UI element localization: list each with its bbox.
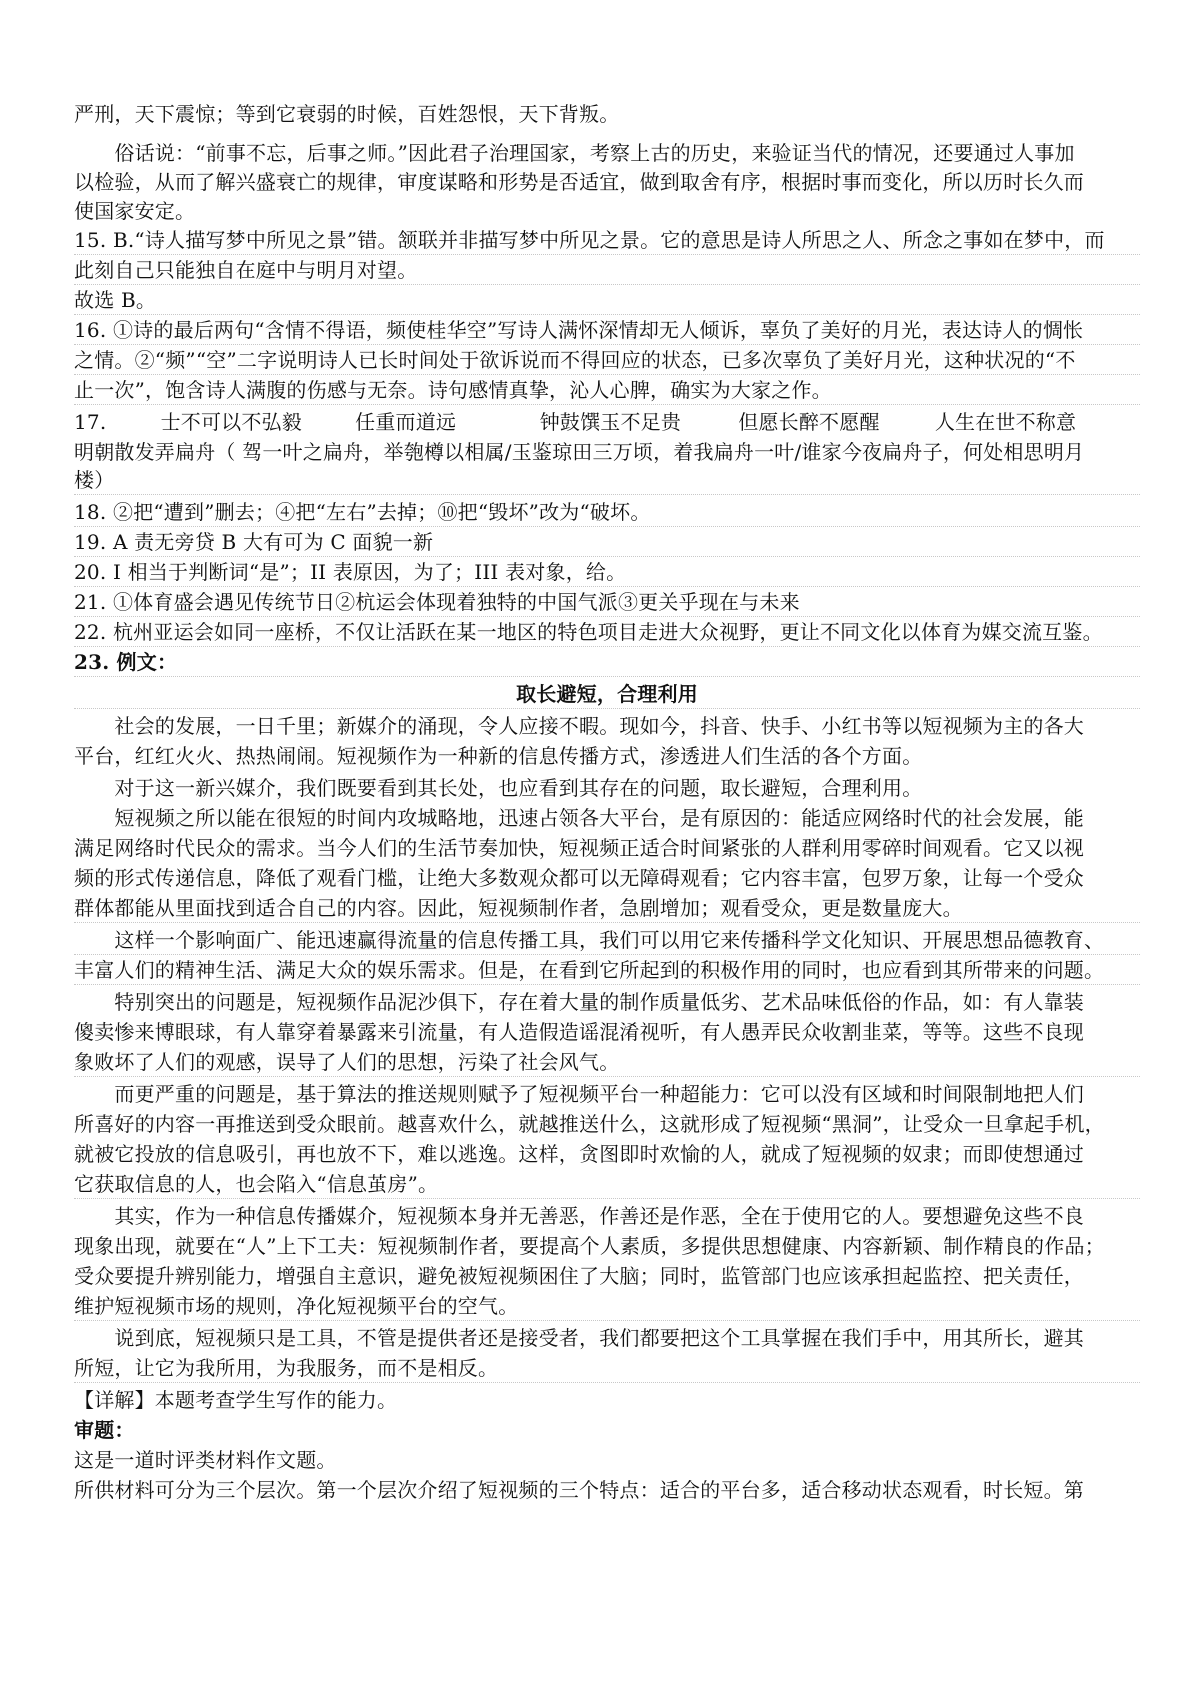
q17-answer: 但愿长醉不愿醒 — [738, 410, 880, 434]
text-line: 16. ①诗的最后两句“含情不得语，频使桂华空”写诗人满怀深情却无人倾诉，辜负了美好的月光，表达诗人的惆怅 — [74, 316, 1140, 345]
text-line: 故选 B。 — [74, 286, 1140, 315]
text-line: 15. B.“诗人描写梦中所见之景”错。颔联并非描写梦中所见之景。它的意思是诗人所思之人、所念之事如在梦中，而 — [74, 226, 1140, 255]
essay-line: 对于这一新兴媒介，我们既要看到其长处，也应看到其存在的问题，取长避短，合理利用。 — [74, 776, 923, 800]
text-line: 22. 杭州亚运会如同一座桥，不仅让活跃在某一地区的特色项目走进大众视野，更让不同文化以体育为媒交流互鉴。 — [74, 618, 1140, 647]
essay-line: 频的形式传递信息，降低了观看门槛，让绝大多数观众都可以无障碍观看；它内容丰富，包罗万象，让每一个受众 — [74, 866, 1084, 890]
text-line: 这是一道时评类材料作文题。 — [74, 1448, 337, 1472]
essay-line: 平台，红红火火、热热闹闹。短视频作为一种新的信息传播方式，渗透进人们生活的各个方面。 — [74, 744, 923, 768]
text-line: 18. ②把“遭到”删去；④把“左右”去掉；⑩把“毁坏”改为“破坏。 — [74, 498, 1140, 527]
essay-label: 23. 例文： — [74, 648, 1140, 677]
q17-line3: 楼） — [74, 466, 1140, 495]
text-line: 俗话说：“前事不忘，后事之师。”因此君子治理国家，考察上古的历史，来验证当代的情况，还要通过人事加 — [74, 141, 1075, 165]
essay-line: 群体都能从里面找到适合自己的内容。因此，短视频制作者，急剧增加；观看受众，更是数量庞大。 — [74, 894, 1140, 923]
text-line: 止一次”，饱含诗人满腹的伤感与无奈。诗句感情真挚，沁人心脾，确实为大家之作。 — [74, 376, 1140, 405]
text-line: 之情。②“频”“空”二字说明诗人已长时间处于欲诉说而不得回应的状态，已多次辜负了美好月光，这种状况的“不 — [74, 346, 1140, 375]
q17-line2: 明朝散发弄扁舟（ 驾一叶之扁舟，举匏樽以相属/玉鉴琼田三万顷，着我扁舟一叶/谁家今夜扁舟子，何处相思明月 — [74, 440, 1085, 464]
text-line: 所供材料可分为三个层次。第一个层次介绍了短视频的三个特点：适合的平台多，适合移动状态观看，时长短。第 — [74, 1478, 1084, 1502]
essay-line: 傻卖惨来博眼球，有人靠穿着暴露来引流量，有人造假造谣混淆视听，有人愚弄民众收割韭菜，等等。这些不良现 — [74, 1020, 1084, 1044]
text-line: 严刑，天下震惊；等到它衰弱的时候，百姓怨恨，天下背叛。 — [74, 102, 620, 126]
q17-answer: 钟鼓馔玉不足贵 — [539, 410, 682, 434]
essay-line: 所喜好的内容一再推送到受众眼前。越喜欢什么，就越推送什么，这就形成了短视频“黑洞”，让受众一旦拿起手机， — [74, 1112, 1105, 1136]
essay-line: 维护短视频市场的规则，净化短视频平台的空气。 — [74, 1292, 1140, 1321]
detail-line: 【详解】本题考查学生写作的能力。 — [74, 1388, 398, 1412]
text-line: 19. A 责无旁贷 B 大有可为 C 面貌一新 — [74, 528, 1140, 557]
essay-line: 丰富人们的精神生活、满足大众的娱乐需求。但是，在看到它所起到的积极作用的同时，也应看到其所带来的问题。 — [74, 956, 1140, 985]
essay-line: 短视频之所以能在很短的时间内攻城略地，迅速占领各大平台，是有原因的：能适应网络时代的社会发展，能 — [74, 806, 1084, 830]
essay-title: 取长避短，合理利用 — [74, 680, 1140, 709]
essay-line: 社会的发展，一日千里；新媒介的涌现，令人应接不暇。现如今，抖音、快手、小红书等以短视频为主的各大 — [74, 714, 1084, 738]
essay-line: 所短，让它为我所用，为我服务，而不是相反。 — [74, 1354, 1140, 1383]
text-line: 使国家安定。 — [74, 199, 196, 223]
essay-line: 满足网络时代民众的需求。当今人们的生活节奏加快，短视频正适合时间紧张的人群利用零碎时间观看。它又以视 — [74, 836, 1084, 860]
text-line: 此刻自己只能独自在庭中与明月对望。 — [74, 256, 1140, 285]
essay-line: 现象出现，就要在“人”上下工夫：短视频制作者，要提高个人素质，多提供思想健康、内容新颖、制作精良的作品； — [74, 1234, 1105, 1258]
q17-answers — [74, 408, 1140, 436]
text-line: 以检验，从而了解兴盛衰亡的规律，审度谋略和形势是否适宜，做到取舍有序，根据时事而变化，所以历时长久而 — [74, 170, 1084, 194]
essay-line: 特别突出的问题是，短视频作品泥沙俱下，存在着大量的制作质量低劣、艺术品味低俗的作品，如：有人靠装 — [74, 990, 1084, 1014]
essay-line: 而更严重的问题是，基于算法的推送规则赋予了短视频平台一种超能力：它可以没有区域和时间限制地把人们 — [74, 1082, 1084, 1106]
text-line: 20. I 相当于判断词“是”；II 表原因，为了；III 表对象，给。 — [74, 558, 1140, 587]
essay-line: 它获取信息的人，也会陷入“信息茧房”。 — [74, 1170, 1140, 1199]
essay-line: 这样一个影响面广、能迅速赢得流量的信息传播工具，我们可以用它来传播科学文化知识、开展思想品德教育、 — [74, 926, 1140, 955]
essay-line: 受众要提升辨别能力，增强自主意识，避免被短视频困住了大脑；同时，监管部门也应该承担起监控、把关责任， — [74, 1264, 1084, 1288]
review-label: 审题： — [74, 1418, 135, 1442]
essay-line: 就被它投放的信息吸引，再也放不下，难以逃逸。这样，贪图即时欢愉的人，就成了短视频的奴隶；而即使想通过 — [74, 1142, 1084, 1166]
essay-line: 象败坏了人们的观感，误导了人们的思想，污染了社会风气。 — [74, 1048, 1140, 1077]
q17-answer: 士不可以不弘毅 — [160, 410, 302, 434]
essay-line: 其实，作为一种信息传播媒介，短视频本身并无善恶，作善还是作恶，全在于使用它的人。要想避免这些不良 — [74, 1204, 1084, 1228]
q17-answer: 任重而道远 — [355, 410, 457, 434]
text-line: 21. ①体育盛会遇见传统节日②杭运会体现着独特的中国气派③更关乎现在与未来 — [74, 588, 1140, 617]
q17-answer: 人生在世不称意 — [934, 410, 1077, 434]
essay-line: 说到底，短视频只是工具，不管是提供者还是接受者，我们都要把这个工具掌握在我们手中，用其所长，避其 — [74, 1326, 1084, 1350]
q17-number: 17. — [74, 410, 107, 434]
